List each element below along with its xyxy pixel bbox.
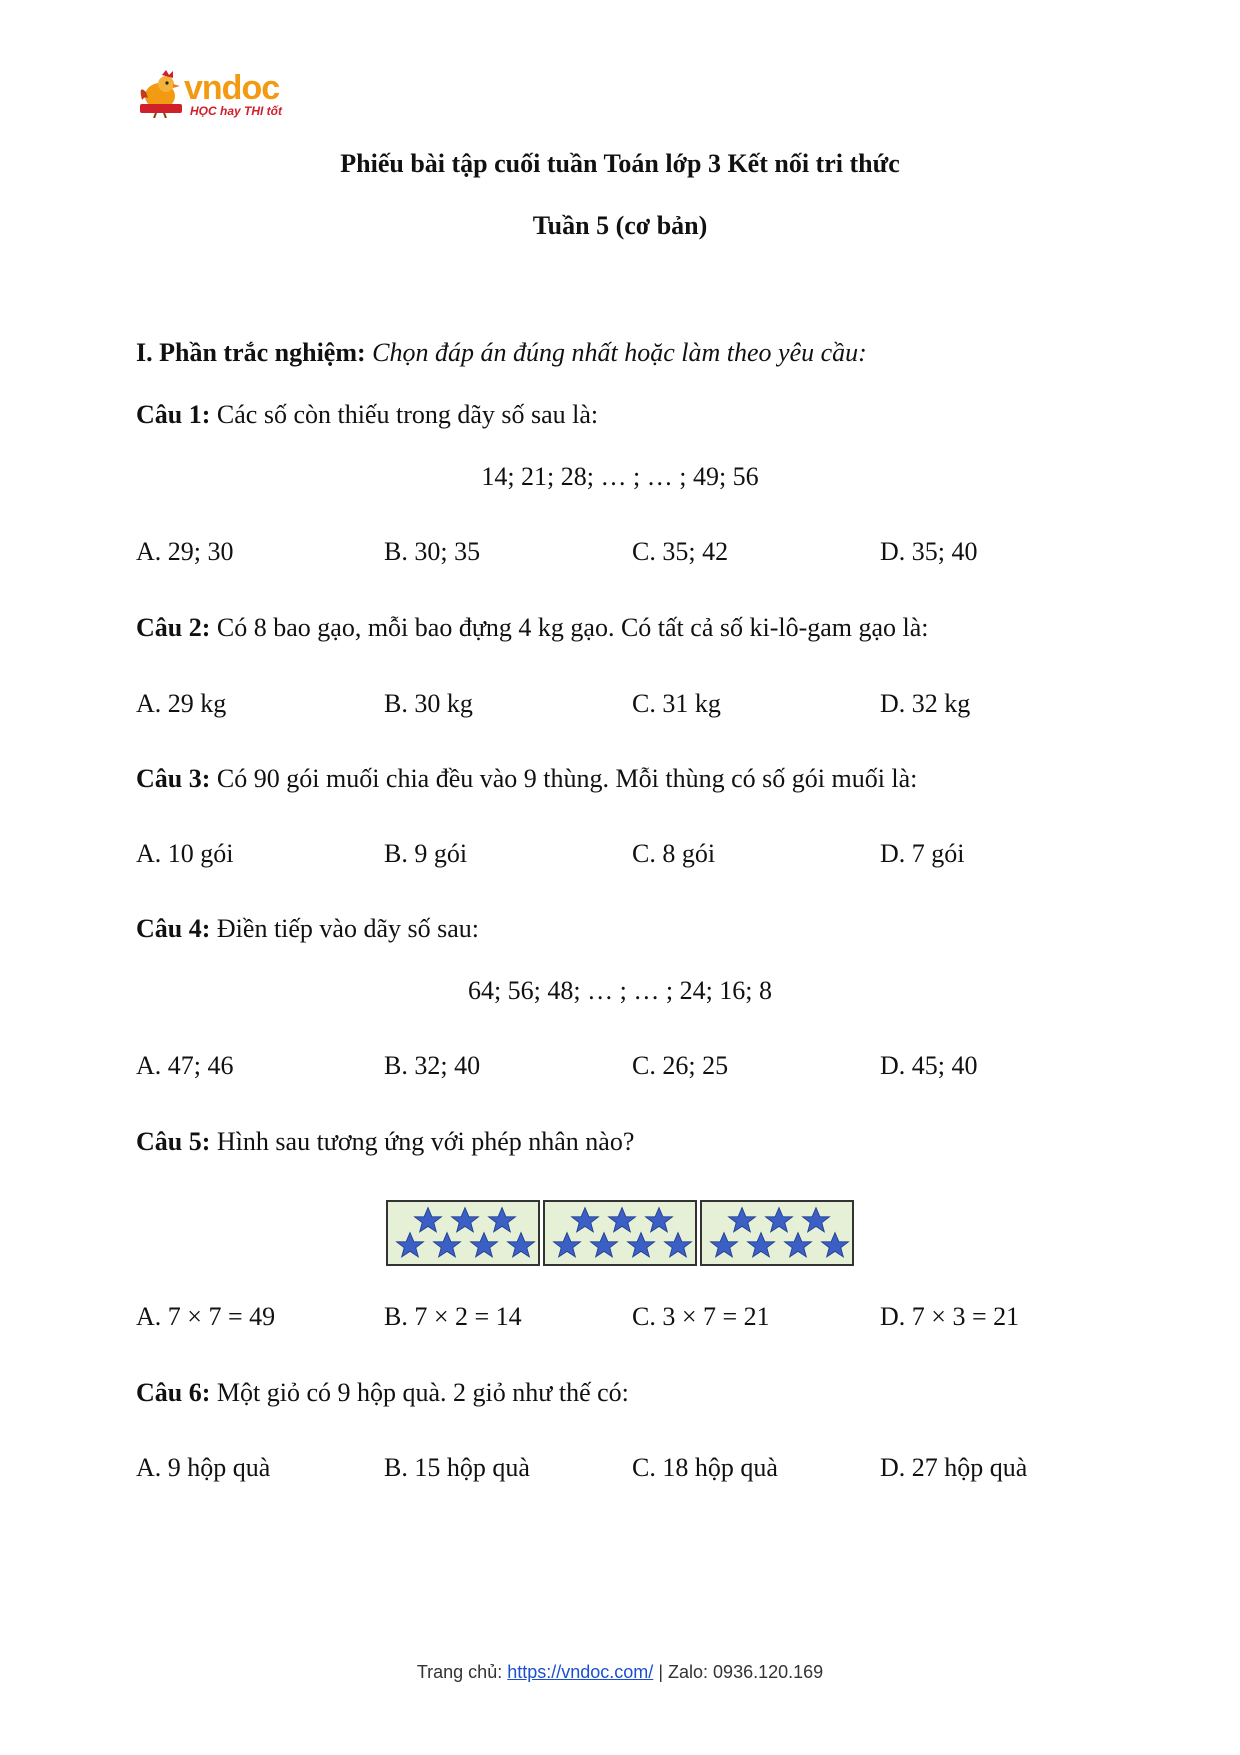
- footer-homepage-link[interactable]: https://vndoc.com/: [507, 1662, 654, 1682]
- star-icon: [471, 1233, 498, 1257]
- star-icon: [508, 1233, 535, 1257]
- option-d[interactable]: D. 35; 40: [880, 537, 978, 566]
- page-subtitle: Tuần 5 (cơ bản): [532, 211, 708, 240]
- question-text: Các số còn thiếu trong dãy số sau là:: [216, 400, 599, 429]
- star-icon: [729, 1208, 756, 1232]
- option-b[interactable]: B. 32; 40: [384, 1051, 481, 1080]
- option-c[interactable]: C. 26; 25: [632, 1051, 729, 1080]
- option-b[interactable]: B. 9 gói: [384, 839, 468, 868]
- option-a[interactable]: A. 47; 46: [136, 1051, 234, 1080]
- star-icon: [554, 1233, 581, 1257]
- question-6: [136, 1378, 629, 1408]
- vndoc-logo: [136, 70, 306, 122]
- option-c[interactable]: C. 8 gói: [632, 839, 716, 868]
- footer-prefix: Trang chủ:: [416, 1662, 503, 1682]
- star-icon: [766, 1208, 793, 1232]
- option-a[interactable]: A. 29 kg: [136, 689, 227, 718]
- page-footer: [0, 1662, 1240, 1683]
- star-icon: [609, 1208, 636, 1232]
- rooster-icon: [136, 70, 186, 118]
- logo-slogan: HỌC hay THI tốt: [190, 104, 282, 118]
- star-group: [702, 1202, 852, 1264]
- question-4-sequence: 64; 56; 48; … ; … ; 24; 16; 8: [467, 976, 773, 1005]
- star-icon: [803, 1208, 830, 1232]
- option-a[interactable]: A. 10 gói: [136, 839, 234, 868]
- question-label: Câu 1:: [136, 400, 211, 429]
- option-d[interactable]: D. 7 × 3 = 21: [880, 1302, 1020, 1331]
- option-c[interactable]: C. 31 kg: [632, 689, 721, 718]
- question-5: [136, 1127, 634, 1157]
- option-a[interactable]: A. 7 × 7 = 49: [136, 1302, 276, 1331]
- option-c[interactable]: C. 3 × 7 = 21: [632, 1302, 770, 1331]
- option-b[interactable]: B. 30 kg: [384, 689, 473, 718]
- star-icon: [628, 1233, 655, 1257]
- option-d[interactable]: D. 27 hộp quà: [880, 1453, 1028, 1482]
- star-icon: [489, 1208, 516, 1232]
- footer-separator: |: [658, 1662, 664, 1682]
- option-d[interactable]: D. 7 gói: [880, 839, 965, 868]
- option-a[interactable]: A. 9 hộp quà: [136, 1453, 271, 1482]
- star-icon: [572, 1208, 599, 1232]
- question-label: Câu 6:: [136, 1378, 211, 1407]
- page-title: Phiếu bài tập cuối tuần Toán lớp 3 Kết nối tri thức: [340, 149, 900, 178]
- star-icon: [711, 1233, 738, 1257]
- star-icon: [822, 1233, 849, 1257]
- section-heading: [136, 338, 867, 368]
- option-a[interactable]: A. 29; 30: [136, 537, 234, 566]
- option-c[interactable]: C. 18 hộp quà: [632, 1453, 778, 1482]
- question-3: [136, 764, 917, 794]
- star-box: [700, 1200, 854, 1266]
- star-group: [545, 1202, 695, 1264]
- option-b[interactable]: B. 15 hộp quà: [384, 1453, 530, 1482]
- option-d[interactable]: D. 45; 40: [880, 1051, 978, 1080]
- question-label: Câu 5:: [136, 1127, 211, 1156]
- star-icon: [415, 1208, 442, 1232]
- star-icon: [665, 1233, 692, 1257]
- question-text: Có 90 gói muối chia đều vào 9 thùng. Mỗi thùng có số gói muối là:: [216, 764, 918, 793]
- star-group: [388, 1202, 538, 1264]
- question-2: [136, 613, 929, 643]
- footer-zalo: Zalo: 0936.120.169: [668, 1662, 824, 1682]
- option-d[interactable]: D. 32 kg: [880, 689, 971, 718]
- question-text: Có 8 bao gạo, mỗi bao đựng 4 kg gạo. Có tất cả số ki-lô-gam gạo là:: [216, 613, 929, 642]
- star-icon: [452, 1208, 479, 1232]
- option-c[interactable]: C. 35; 42: [632, 537, 729, 566]
- section-instruction: Chọn đáp án đúng nhất hoặc làm theo yêu cầu:: [372, 338, 867, 367]
- question-1: [136, 400, 598, 430]
- question-label: Câu 4:: [136, 914, 211, 943]
- option-b[interactable]: B. 7 × 2 = 14: [384, 1302, 522, 1331]
- question-text: Hình sau tương ứng với phép nhân nào?: [216, 1127, 635, 1156]
- option-b[interactable]: B. 30; 35: [384, 537, 481, 566]
- star-box: [386, 1200, 540, 1266]
- star-box: [543, 1200, 697, 1266]
- star-icon: [646, 1208, 673, 1232]
- question-text: Một giỏ có 9 hộp quà. 2 giỏ như thế có:: [216, 1378, 629, 1407]
- question-1-sequence: 14; 21; 28; … ; … ; 49; 56: [481, 462, 759, 491]
- question-4: [136, 914, 479, 944]
- star-icon: [434, 1233, 461, 1257]
- star-icon: [397, 1233, 424, 1257]
- question-text: Điền tiếp vào dãy số sau:: [216, 914, 480, 943]
- logo-brand: vndoc: [184, 69, 280, 107]
- question-label: Câu 3:: [136, 764, 211, 793]
- star-icon: [591, 1233, 618, 1257]
- question-label: Câu 2:: [136, 613, 211, 642]
- section-heading-label: I. Phần trắc nghiệm:: [136, 338, 366, 367]
- star-icon: [748, 1233, 775, 1257]
- star-icon: [785, 1233, 812, 1257]
